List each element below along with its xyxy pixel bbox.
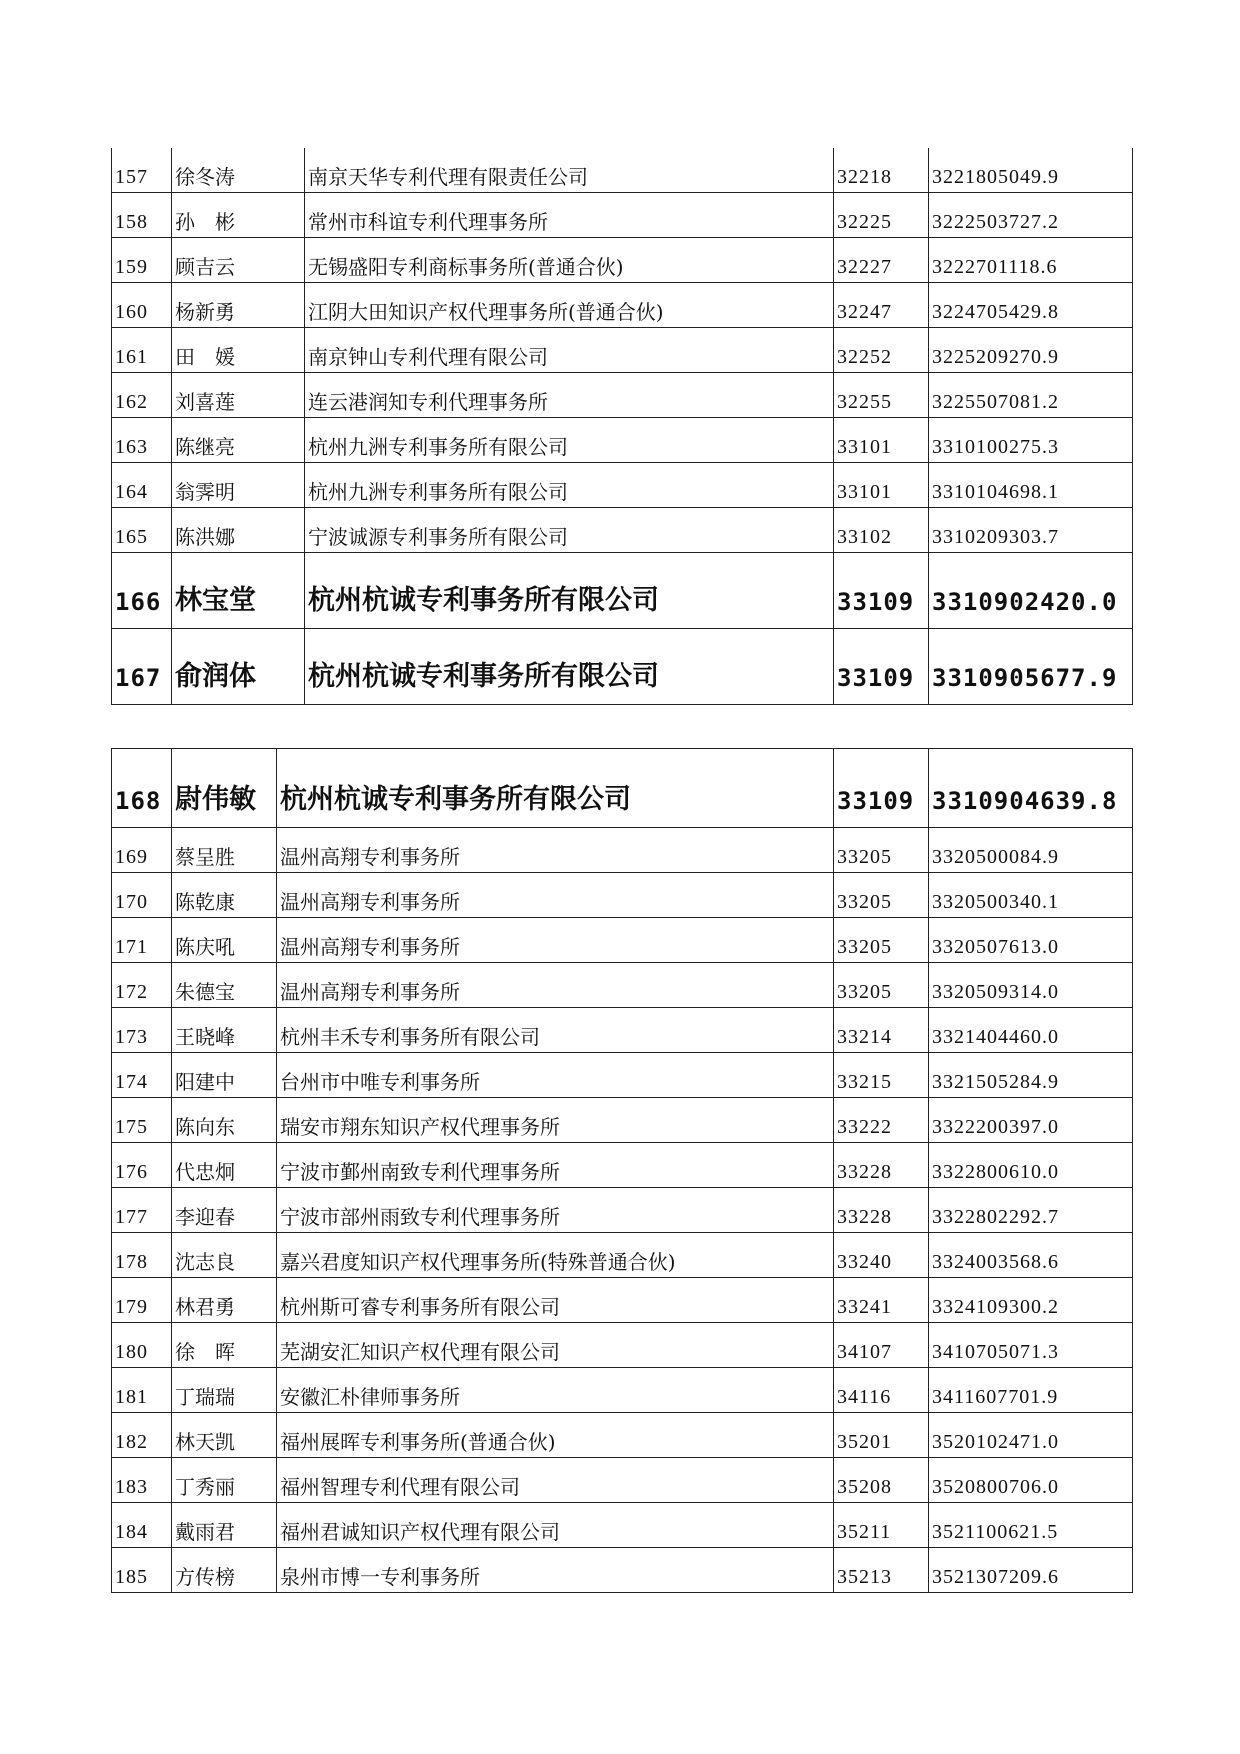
agent-name-cell: 徐冬涛 <box>172 148 305 193</box>
certificate-number-cell: 3322802292.7 <box>929 1188 1133 1233</box>
table-row <box>112 1143 1133 1188</box>
agency-name-cell: 安徽汇朴律师事务所 <box>277 1368 834 1413</box>
row-number-cell: 182 <box>112 1413 172 1458</box>
row-number-cell: 161 <box>112 328 172 373</box>
certificate-number-cell: 3520800706.0 <box>929 1458 1133 1503</box>
agency-code-cell: 32247 <box>834 283 929 328</box>
table-row <box>112 918 1133 963</box>
row-number-cell: 173 <box>112 1008 172 1053</box>
row-number-cell: 185 <box>112 1548 172 1593</box>
table-row <box>112 283 1133 328</box>
agent-name-cell: 王晓峰 <box>172 1008 277 1053</box>
agent-name-cell: 丁秀丽 <box>172 1458 277 1503</box>
agency-name-cell: 温州高翔专利事务所 <box>277 873 834 918</box>
agency-name-cell: 杭州杭诚专利事务所有限公司 <box>305 553 834 629</box>
agency-name-cell: 杭州九洲专利事务所有限公司 <box>305 463 834 508</box>
row-number-cell: 177 <box>112 1188 172 1233</box>
agent-name-cell: 陈向东 <box>172 1098 277 1143</box>
certificate-number-cell: 3310209303.7 <box>929 508 1133 553</box>
table-row <box>112 193 1133 238</box>
certificate-number-cell: 3224705429.8 <box>929 283 1133 328</box>
certificate-number-cell: 3225507081.2 <box>929 373 1133 418</box>
certificate-number-cell: 3410705071.3 <box>929 1323 1133 1368</box>
certificate-number-cell: 3310104698.1 <box>929 463 1133 508</box>
certificate-number-cell: 3520102471.0 <box>929 1413 1133 1458</box>
agency-code-cell: 33241 <box>834 1278 929 1323</box>
table-row <box>112 1413 1133 1458</box>
row-number-cell: 176 <box>112 1143 172 1188</box>
agency-code-cell: 33228 <box>834 1143 929 1188</box>
table-row <box>112 1548 1133 1593</box>
agency-code-cell: 32218 <box>834 148 929 193</box>
row-number-cell: 163 <box>112 418 172 463</box>
row-number-cell: 157 <box>112 148 172 193</box>
table-row <box>112 873 1133 918</box>
agency-name-cell: 无锡盛阳专利商标事务所(普通合伙) <box>305 238 834 283</box>
certificate-number-cell: 3322800610.0 <box>929 1143 1133 1188</box>
agency-name-cell: 宁波市部州雨致专利代理事务所 <box>277 1188 834 1233</box>
table-row <box>112 418 1133 463</box>
agency-code-cell: 33101 <box>834 463 929 508</box>
agency-code-cell: 33205 <box>834 873 929 918</box>
table-row <box>112 749 1133 828</box>
agent-name-cell: 朱德宝 <box>172 963 277 1008</box>
row-number-cell: 167 <box>112 629 172 705</box>
agent-name-cell: 俞润体 <box>172 629 305 705</box>
agency-name-cell: 杭州丰禾专利事务所有限公司 <box>277 1008 834 1053</box>
row-number-cell: 169 <box>112 828 172 873</box>
row-number-cell: 175 <box>112 1098 172 1143</box>
agency-name-cell: 台州市中唯专利事务所 <box>277 1053 834 1098</box>
row-number-cell: 165 <box>112 508 172 553</box>
agency-name-cell: 福州智理专利代理有限公司 <box>277 1458 834 1503</box>
row-number-cell: 160 <box>112 283 172 328</box>
agency-name-cell: 江阴大田知识产权代理事务所(普通合伙) <box>305 283 834 328</box>
table-row <box>112 1278 1133 1323</box>
certificate-number-cell: 3222701118.6 <box>929 238 1133 283</box>
table-row <box>112 1503 1133 1548</box>
agency-code-cell: 32225 <box>834 193 929 238</box>
agency-code-cell: 34116 <box>834 1368 929 1413</box>
table-row <box>112 373 1133 418</box>
agency-code-cell: 33109 <box>834 629 929 705</box>
table-row <box>112 1368 1133 1413</box>
table-row <box>112 1008 1133 1053</box>
row-number-cell: 174 <box>112 1053 172 1098</box>
agency-code-cell: 33109 <box>834 553 929 629</box>
agent-name-cell: 方传榜 <box>172 1548 277 1593</box>
agent-name-cell: 杨新勇 <box>172 283 305 328</box>
certificate-number-cell: 3310100275.3 <box>929 418 1133 463</box>
agency-name-cell: 温州高翔专利事务所 <box>277 918 834 963</box>
agent-table-lower <box>111 748 1133 1593</box>
table-row <box>112 1233 1133 1278</box>
agent-name-cell: 陈洪娜 <box>172 508 305 553</box>
row-number-cell: 181 <box>112 1368 172 1413</box>
certificate-number-cell: 3321505284.9 <box>929 1053 1133 1098</box>
agency-code-cell: 33102 <box>834 508 929 553</box>
agency-code-cell: 32255 <box>834 373 929 418</box>
certificate-number-cell: 3321404460.0 <box>929 1008 1133 1053</box>
agent-name-cell: 蔡呈胜 <box>172 828 277 873</box>
agent-name-cell: 沈志良 <box>172 1233 277 1278</box>
agent-name-cell: 孙 彬 <box>172 193 305 238</box>
agent-table-upper <box>111 148 1133 705</box>
agency-name-cell: 杭州斯可睿专利事务所有限公司 <box>277 1278 834 1323</box>
row-number-cell: 170 <box>112 873 172 918</box>
agent-name-cell: 戴雨君 <box>172 1503 277 1548</box>
certificate-number-cell: 3320500084.9 <box>929 828 1133 873</box>
agency-name-cell: 泉州市博一专利事务所 <box>277 1548 834 1593</box>
row-number-cell: 178 <box>112 1233 172 1278</box>
agent-name-cell: 阳建中 <box>172 1053 277 1098</box>
agency-code-cell: 34107 <box>834 1323 929 1368</box>
agency-name-cell: 嘉兴君度知识产权代理事务所(特殊普通合伙) <box>277 1233 834 1278</box>
certificate-number-cell: 3324109300.2 <box>929 1278 1133 1323</box>
agency-name-cell: 常州市科谊专利代理事务所 <box>305 193 834 238</box>
table-row <box>112 828 1133 873</box>
certificate-number-cell: 3221805049.9 <box>929 148 1133 193</box>
agency-name-cell: 宁波诚源专利事务所有限公司 <box>305 508 834 553</box>
table-row <box>112 463 1133 508</box>
agency-code-cell: 33101 <box>834 418 929 463</box>
agent-name-cell: 林天凯 <box>172 1413 277 1458</box>
agent-name-cell: 翁霁明 <box>172 463 305 508</box>
certificate-number-cell: 3324003568.6 <box>929 1233 1133 1278</box>
agent-name-cell: 徐 晖 <box>172 1323 277 1368</box>
row-number-cell: 183 <box>112 1458 172 1503</box>
certificate-number-cell: 3310905677.9 <box>929 629 1133 705</box>
certificate-number-cell: 3320507613.0 <box>929 918 1133 963</box>
agent-name-cell: 李迎春 <box>172 1188 277 1233</box>
agency-name-cell: 温州高翔专利事务所 <box>277 963 834 1008</box>
agency-name-cell: 杭州杭诚专利事务所有限公司 <box>277 749 834 828</box>
agency-code-cell: 33240 <box>834 1233 929 1278</box>
row-number-cell: 166 <box>112 553 172 629</box>
row-number-cell: 162 <box>112 373 172 418</box>
table-row <box>112 238 1133 283</box>
agency-code-cell: 33205 <box>834 963 929 1008</box>
agency-code-cell: 33215 <box>834 1053 929 1098</box>
agency-code-cell: 33228 <box>834 1188 929 1233</box>
agency-code-cell: 35213 <box>834 1548 929 1593</box>
agent-name-cell: 陈继亮 <box>172 418 305 463</box>
row-number-cell: 159 <box>112 238 172 283</box>
agency-name-cell: 温州高翔专利事务所 <box>277 828 834 873</box>
agency-code-cell: 33205 <box>834 828 929 873</box>
certificate-number-cell: 3222503727.2 <box>929 193 1133 238</box>
table-row <box>112 328 1133 373</box>
agency-code-cell: 33205 <box>834 918 929 963</box>
agency-name-cell: 宁波市鄞州南致专利代理事务所 <box>277 1143 834 1188</box>
agent-name-cell: 陈庆吼 <box>172 918 277 963</box>
agent-name-cell: 刘喜莲 <box>172 373 305 418</box>
table-row <box>112 1098 1133 1143</box>
agent-name-cell: 尉伟敏 <box>172 749 277 828</box>
agency-name-cell: 南京钟山专利代理有限公司 <box>305 328 834 373</box>
table-row <box>112 1458 1133 1503</box>
row-number-cell: 171 <box>112 918 172 963</box>
agency-name-cell: 南京天华专利代理有限责任公司 <box>305 148 834 193</box>
row-number-cell: 168 <box>112 749 172 828</box>
agent-name-cell: 陈乾康 <box>172 873 277 918</box>
agent-name-cell: 丁瑞瑞 <box>172 1368 277 1413</box>
table-row <box>112 508 1133 553</box>
table-row <box>112 148 1133 193</box>
certificate-number-cell: 3411607701.9 <box>929 1368 1133 1413</box>
certificate-number-cell: 3310902420.0 <box>929 553 1133 629</box>
agency-code-cell: 35211 <box>834 1503 929 1548</box>
agent-name-cell: 林宝堂 <box>172 553 305 629</box>
row-number-cell: 172 <box>112 963 172 1008</box>
table-row <box>112 553 1133 629</box>
agent-name-cell: 田 媛 <box>172 328 305 373</box>
agent-name-cell: 顾吉云 <box>172 238 305 283</box>
agency-code-cell: 32227 <box>834 238 929 283</box>
table-row <box>112 1323 1133 1368</box>
agency-name-cell: 芜湖安汇知识产权代理有限公司 <box>277 1323 834 1368</box>
table-row <box>112 1053 1133 1098</box>
certificate-number-cell: 3225209270.9 <box>929 328 1133 373</box>
certificate-number-cell: 3310904639.8 <box>929 749 1133 828</box>
table-row <box>112 629 1133 705</box>
agency-code-cell: 32252 <box>834 328 929 373</box>
table-row <box>112 963 1133 1008</box>
row-number-cell: 158 <box>112 193 172 238</box>
row-number-cell: 180 <box>112 1323 172 1368</box>
row-number-cell: 179 <box>112 1278 172 1323</box>
agent-name-cell: 林君勇 <box>172 1278 277 1323</box>
agency-name-cell: 连云港润知专利代理事务所 <box>305 373 834 418</box>
certificate-number-cell: 3521100621.5 <box>929 1503 1133 1548</box>
agency-code-cell: 33222 <box>834 1098 929 1143</box>
agency-code-cell: 35201 <box>834 1413 929 1458</box>
agency-name-cell: 福州君诚知识产权代理有限公司 <box>277 1503 834 1548</box>
agency-name-cell: 福州展晖专利事务所(普通合伙) <box>277 1413 834 1458</box>
certificate-number-cell: 3521307209.6 <box>929 1548 1133 1593</box>
certificate-number-cell: 3322200397.0 <box>929 1098 1133 1143</box>
agency-name-cell: 瑞安市翔东知识产权代理事务所 <box>277 1098 834 1143</box>
certificate-number-cell: 3320500340.1 <box>929 873 1133 918</box>
table-row <box>112 1188 1133 1233</box>
certificate-number-cell: 3320509314.0 <box>929 963 1133 1008</box>
agency-code-cell: 35208 <box>834 1458 929 1503</box>
agency-code-cell: 33109 <box>834 749 929 828</box>
agency-name-cell: 杭州杭诚专利事务所有限公司 <box>305 629 834 705</box>
agency-name-cell: 杭州九洲专利事务所有限公司 <box>305 418 834 463</box>
row-number-cell: 164 <box>112 463 172 508</box>
row-number-cell: 184 <box>112 1503 172 1548</box>
agent-name-cell: 代忠炯 <box>172 1143 277 1188</box>
agency-code-cell: 33214 <box>834 1008 929 1053</box>
